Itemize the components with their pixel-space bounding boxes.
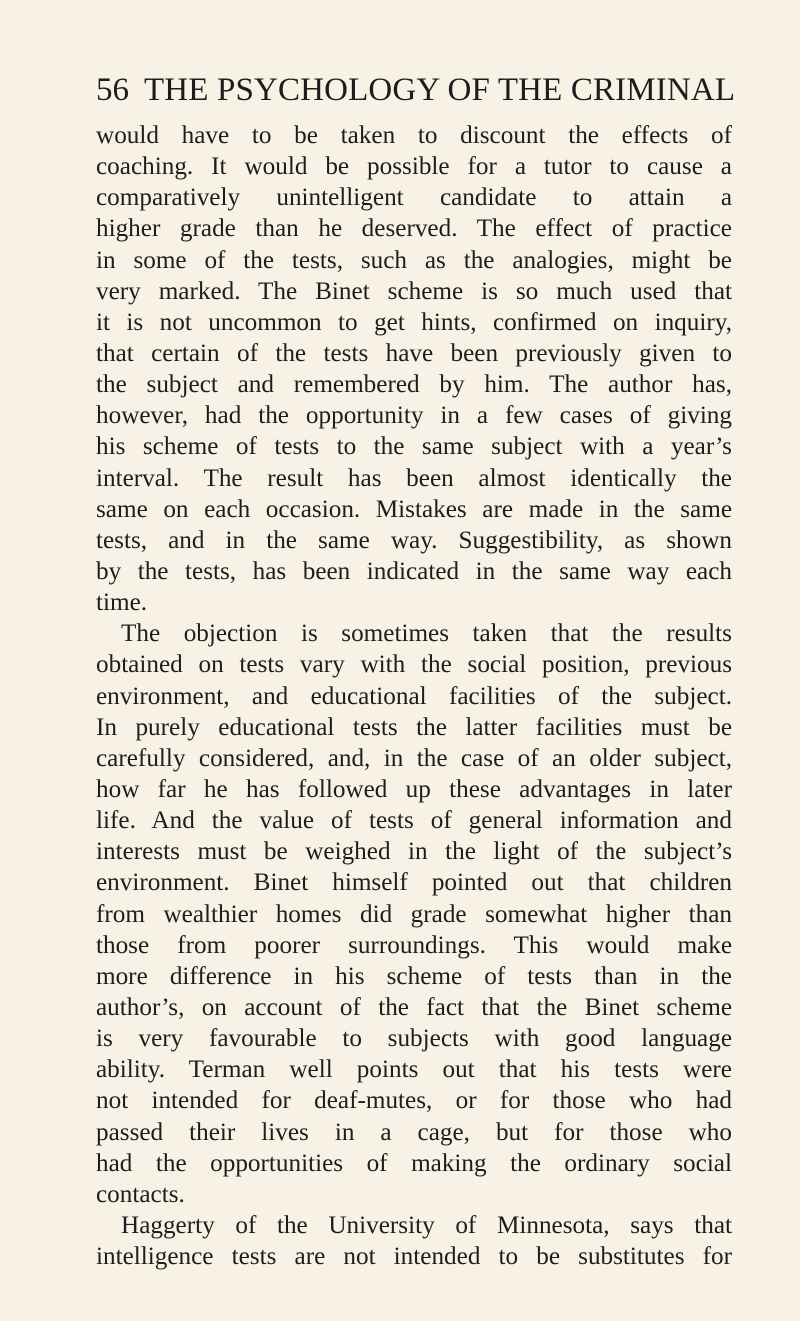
text-line: In purely educational tests the latter facilities must be <box>96 713 732 741</box>
text-line: from wealthier homes did grade somewhat higher than <box>96 900 732 928</box>
text-line: intelligence tests are not intended to be substitutes for <box>96 1243 732 1271</box>
paragraph-end-line: time. <box>96 589 148 617</box>
text-line: coaching. It would be possible for a tutor to cause a <box>96 153 732 181</box>
text-line: author’s, on account of the fact that the Binet scheme <box>96 993 732 1021</box>
body-text <box>96 120 732 1272</box>
page-title: THE PSYCHOLOGY OF THE CRIMINAL <box>144 72 736 108</box>
text-line: interests must be weighed in the light of the subject’s <box>96 838 732 866</box>
text-line: carefully considered, and, in the case of an older subject, <box>96 744 732 772</box>
text-line: had the opportunities of making the ordinary social <box>96 1149 732 1177</box>
text-line: however, had the opportunity in a few cases of giving <box>96 402 732 430</box>
text-line: in some of the tests, such as the analogies, might be <box>96 246 732 274</box>
text-line: the subject and remembered by him. The author has, <box>96 371 732 399</box>
text-line: environment. Binet himself pointed out that children <box>96 869 732 897</box>
text-line: interval. The result has been almost identically the <box>96 464 732 492</box>
paragraph-start-line: Haggerty of the University of Minnesota, says that <box>121 1211 732 1239</box>
text-line: how far he has followed up these advantages in later <box>96 775 732 803</box>
text-line: environment, and educational facilities of the subject. <box>96 682 732 710</box>
paragraph-end-line: contacts. <box>96 1180 185 1208</box>
text-line: more difference in his scheme of tests than in the <box>96 962 732 990</box>
text-line: his scheme of tests to the same subject with a year’s <box>96 433 732 461</box>
text-line: ability. Terman well points out that his tests were <box>96 1056 732 1084</box>
text-line: would have to be taken to discount the effects of <box>96 122 732 149</box>
text-line: those from poorer surroundings. This would make <box>96 931 732 959</box>
text-line: same on each occasion. Mistakes are made in the same <box>96 495 732 523</box>
text-line: it is not uncommon to get hints, confirmed on inquiry, <box>96 308 732 336</box>
text-line: that certain of the tests have been previously given to <box>96 339 732 367</box>
text-line: comparatively unintelligent candidate to attain a <box>96 184 732 212</box>
text-line: not intended for deaf-mutes, or for those who had <box>96 1087 732 1115</box>
text-line: by the tests, has been indicated in the same way each <box>96 557 732 585</box>
running-head <box>96 70 736 110</box>
text-line: passed their lives in a cage, but for those who <box>96 1118 732 1146</box>
text-line: higher grade than he deserved. The effect of practice <box>96 215 732 243</box>
page-number: 56 <box>96 72 129 108</box>
text-line: very marked. The Binet scheme is so much used that <box>96 277 732 305</box>
text-line: life. And the value of tests of general information and <box>96 807 732 835</box>
text-line: is very favourable to subjects with good language <box>96 1025 732 1053</box>
paragraph-start-line: The objection is sometimes taken that the results <box>121 620 732 648</box>
text-line: obtained on tests vary with the social position, previous <box>96 651 732 679</box>
text-line: tests, and in the same way. Suggestibility, as shown <box>96 526 732 554</box>
